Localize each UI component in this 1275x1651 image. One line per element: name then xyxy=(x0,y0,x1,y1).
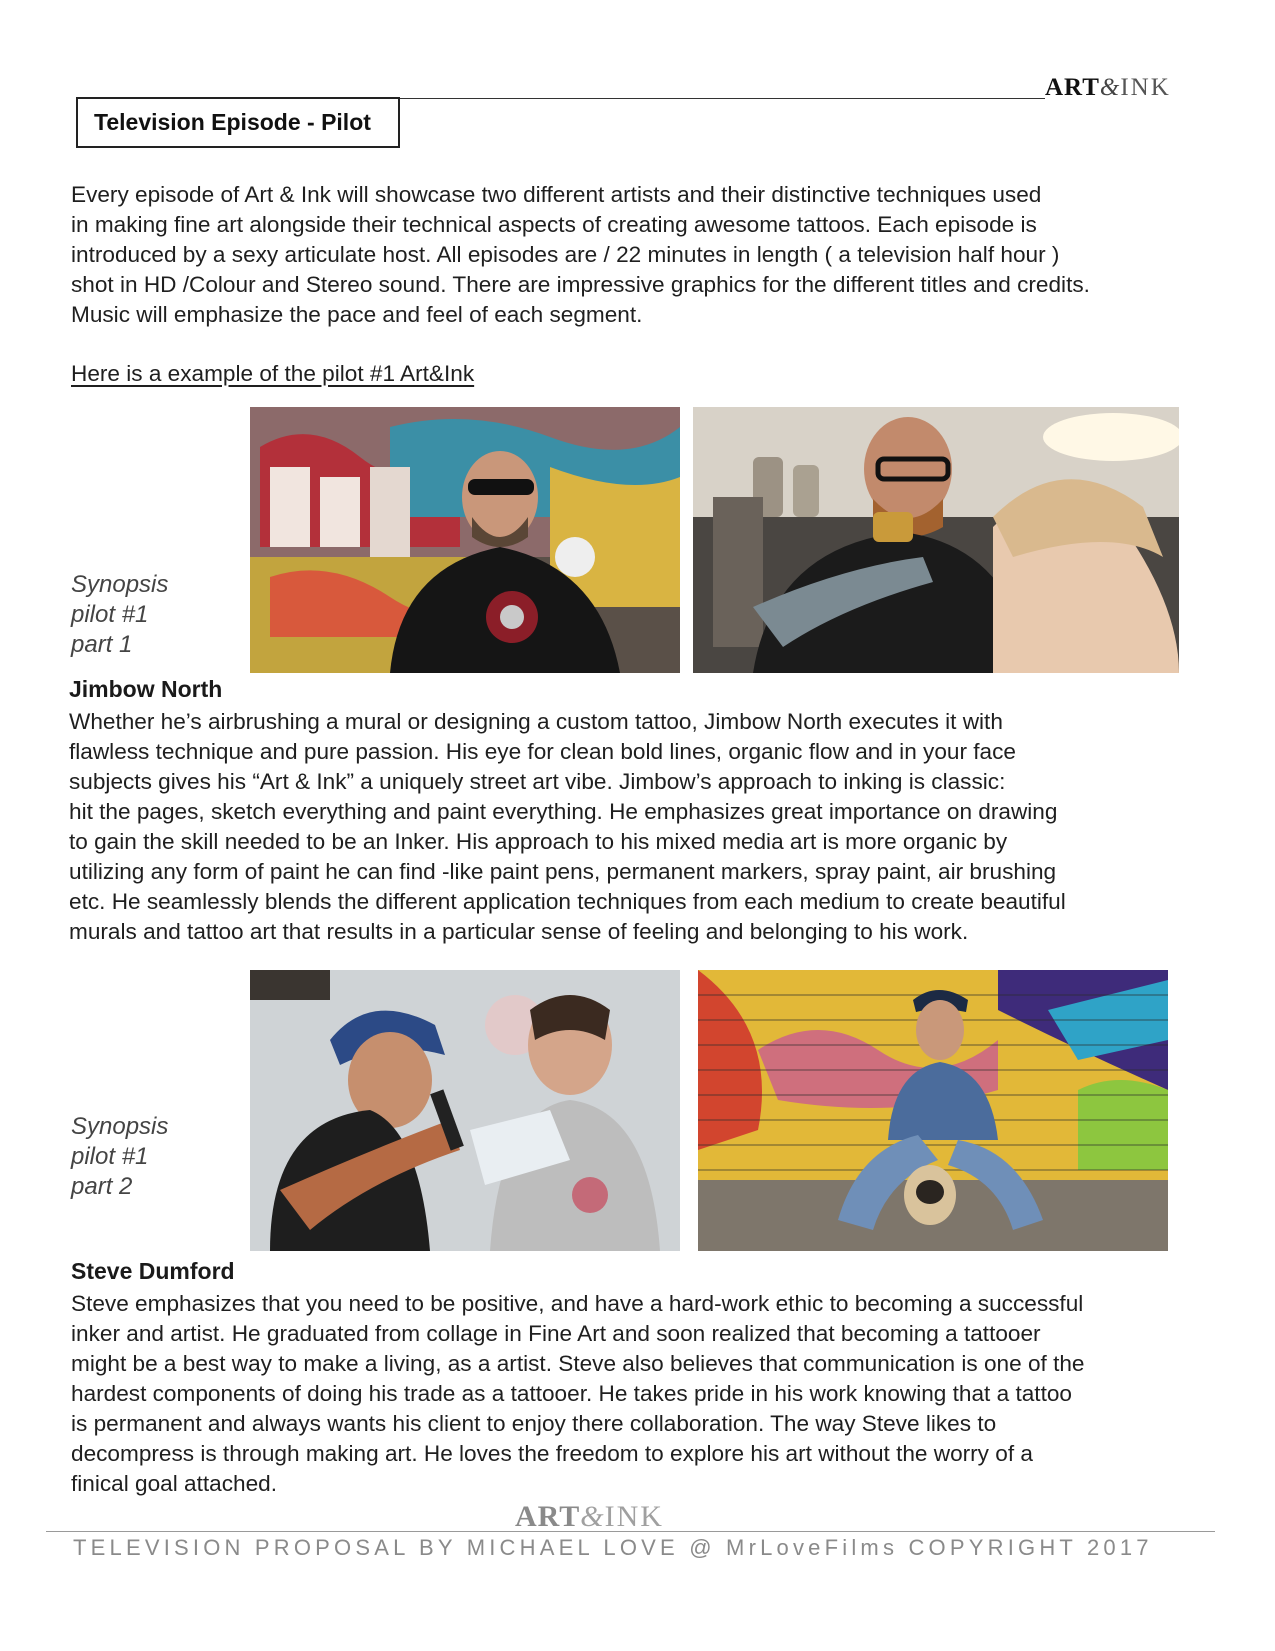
pilot-example-link[interactable]: Here is a example of the pilot #1 Art&Ink xyxy=(71,361,475,386)
synopsis-label-part-2: Synopsis pilot #1 part 2 xyxy=(71,1113,169,1200)
intro-paragraph: Every episode of Art & Ink will showcase two different artists and their distinctive techniques used in making fine art alongside their technical aspects of creating awesome tattoos. Each episode is introduced by a sexy articulate host. All episodes are / 22 minutes in length ( a television half hour ) shot in HD /Colour and Stereo sound. There are impressive graphics for the different titles and credits. Music will emphasize the pace and feel of each segment. xyxy=(71,182,1090,327)
artist-name-steve-dumford: Steve Dumford xyxy=(71,1258,235,1284)
art-and-ink-logo: ART&INK xyxy=(1045,74,1171,101)
artist-name-jimbow-north: Jimbow North xyxy=(69,676,223,702)
footer-art-and-ink-logo: ART&INK xyxy=(515,1500,664,1533)
header-rule xyxy=(400,98,1045,99)
photo-jimbow-graffiti-wall xyxy=(250,407,680,673)
photo-steve-mural-with-dog xyxy=(698,970,1168,1251)
footer-copyright: TELEVISION PROPOSAL BY MICHAEL LOVE @ MrLoveFilms COPYRIGHT 2017 xyxy=(73,1535,1153,1560)
artist-bio-steve-dumford: Steve emphasizes that you need to be positive, and have a hard-work ethic to becoming a successful inker and artist. He graduated from collage in Fine Art and soon realized that becoming a tattooer might be a best way to make a living, as a artist. Steve also believes that communication is one of the hardest components of doing his trade as a tattooer. He takes pride in his work knowing that a tattoo is permanent and always wants his client to enjoy there collaboration. The way Steve likes to decompress is through making art. He loves the freedom to explore his art without the worry of a finical goal attached. xyxy=(71,1291,1085,1496)
artist-bio-jimbow-north: Whether he’s airbrushing a mural or designing a custom tattoo, Jimbow North executes it with flawless technique and pure passion. His eye for clean bold lines, organic flow and in your face subjects gives his “Art & Ink” a uniquely street art vibe. Jimbow’s approach to inking is classic: hit the pages, sketch everything and paint everything. He emphasizes great importance on drawing to gain the skill needed to be an Inker. His approach to his mixed media art is more organic by utilizing any form of paint he can find -like paint pens, permanent markers, spray paint, air brushing etc. He seamlessly blends the different application techniques from each medium to create beautiful murals and tattoo art that results in a particular sense of feeling and belonging to his work. xyxy=(69,709,1066,944)
synopsis-label-part-1: Synopsis pilot #1 part 1 xyxy=(71,571,169,658)
photo-steve-tattooing xyxy=(250,970,680,1251)
photo-jimbow-tattooing xyxy=(693,407,1179,673)
footer-rule xyxy=(46,1531,1215,1532)
section-title: Television Episode - Pilot xyxy=(76,97,400,148)
